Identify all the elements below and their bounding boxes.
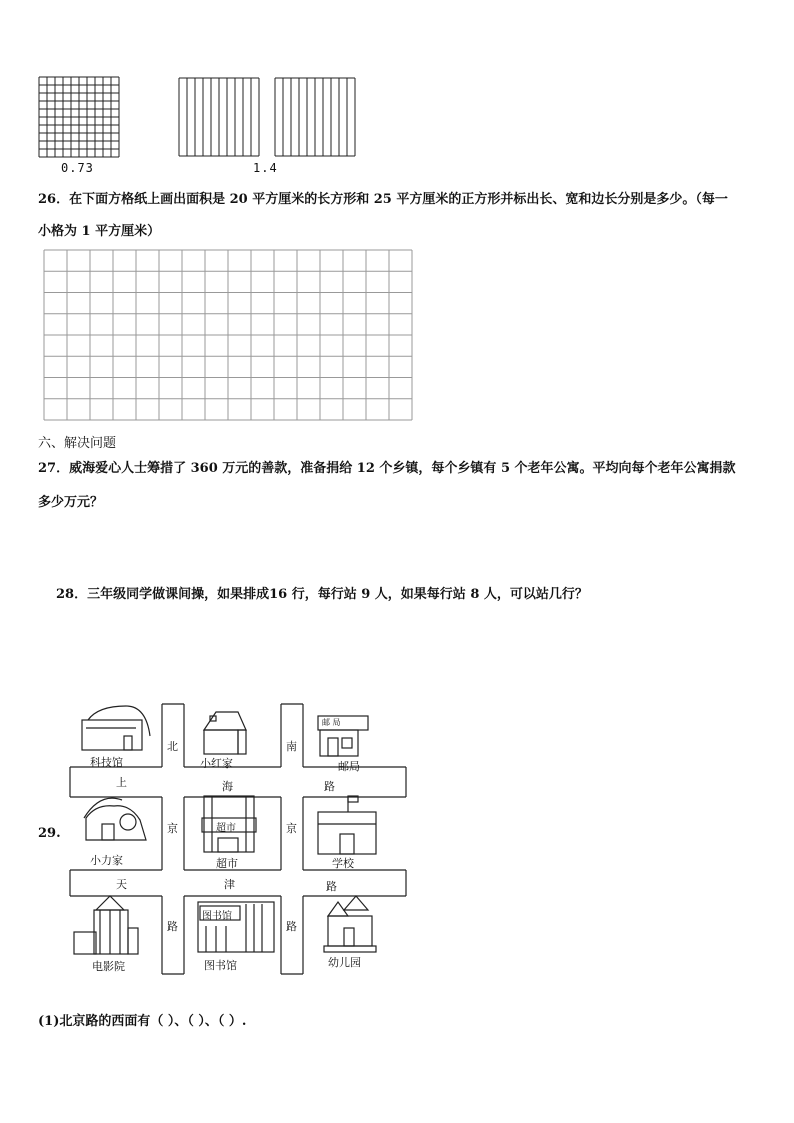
map-label-xiaohong: 小红家 xyxy=(200,757,233,770)
street-map xyxy=(66,692,416,982)
section-6-heading: 六、解决问题 xyxy=(38,436,117,451)
question-29-sub1[interactable]: (1)北京路的西面有（ ）、（ ）、（ ）. xyxy=(38,1014,247,1029)
road-tianjin-char-2: 津 xyxy=(224,878,235,891)
road-shanghai-char-2: 海 xyxy=(222,780,233,793)
road-nanjing-char-3: 路 xyxy=(286,920,297,933)
graph-paper-grid[interactable] xyxy=(43,249,414,421)
map-label-xuexiao: 学校 xyxy=(332,857,354,870)
map-label-youer: 幼儿园 xyxy=(328,956,361,969)
question-29-number: 29. xyxy=(38,826,61,841)
hundred-grid-figure xyxy=(38,76,120,158)
question-26-line2: 小格为 1 平方厘米） xyxy=(38,224,161,239)
road-shanghai-char-1: 上 xyxy=(116,776,127,789)
strip-grid-figure-1 xyxy=(178,77,260,157)
figure-label-073: 0.73 xyxy=(61,161,94,175)
question-26-line1: 26．在下面方格纸上画出面积是 20 平方厘米的长方形和 25 平方厘米的正方形并标出长、宽和边长分别是多少。（每一 xyxy=(38,192,728,207)
road-nanjing-char-1: 南 xyxy=(286,740,297,753)
road-tianjin-char-1: 天 xyxy=(116,878,127,891)
map-label-chaoshi: 超市 xyxy=(216,857,238,870)
road-beijing-char-1: 北 xyxy=(167,740,178,753)
road-beijing-char-3: 路 xyxy=(167,920,178,933)
map-label-xiaoli: 小力家 xyxy=(90,854,123,867)
strip-grid-figure-2 xyxy=(274,77,356,157)
road-tianjin-char-3: 路 xyxy=(326,880,337,893)
figure-label-14: 1.4 xyxy=(253,161,278,175)
question-28: 28．三年级同学做课间操，如果排成16 行，每行站 9 人，如果每行站 8 人，可以站几行？ xyxy=(56,587,588,602)
map-label-youju: 邮局 xyxy=(338,760,360,773)
map-label-dianying: 电影院 xyxy=(92,960,125,973)
road-shanghai-char-3: 路 xyxy=(324,780,335,793)
road-nanjing-char-2: 京 xyxy=(286,822,297,835)
map-label-keji: 科技馆 xyxy=(90,756,123,769)
road-beijing-char-2: 京 xyxy=(167,822,178,835)
map-label-tushu: 图书馆 xyxy=(204,959,237,972)
map-sign-youju: 邮 局 xyxy=(322,718,341,727)
question-27-line2: 多少万元？ xyxy=(38,495,104,510)
map-sign-chaoshi: 超市 xyxy=(216,823,236,834)
map-sign-tushu: 图书馆 xyxy=(202,911,232,922)
question-27-line1: 27．威海爱心人士筹措了 360 万元的善款，准备捐给 12 个乡镇，每个乡镇有 5 个老年公寓。平均向每个老年公寓捐款 xyxy=(38,461,736,476)
street-map-drawing xyxy=(66,692,416,982)
